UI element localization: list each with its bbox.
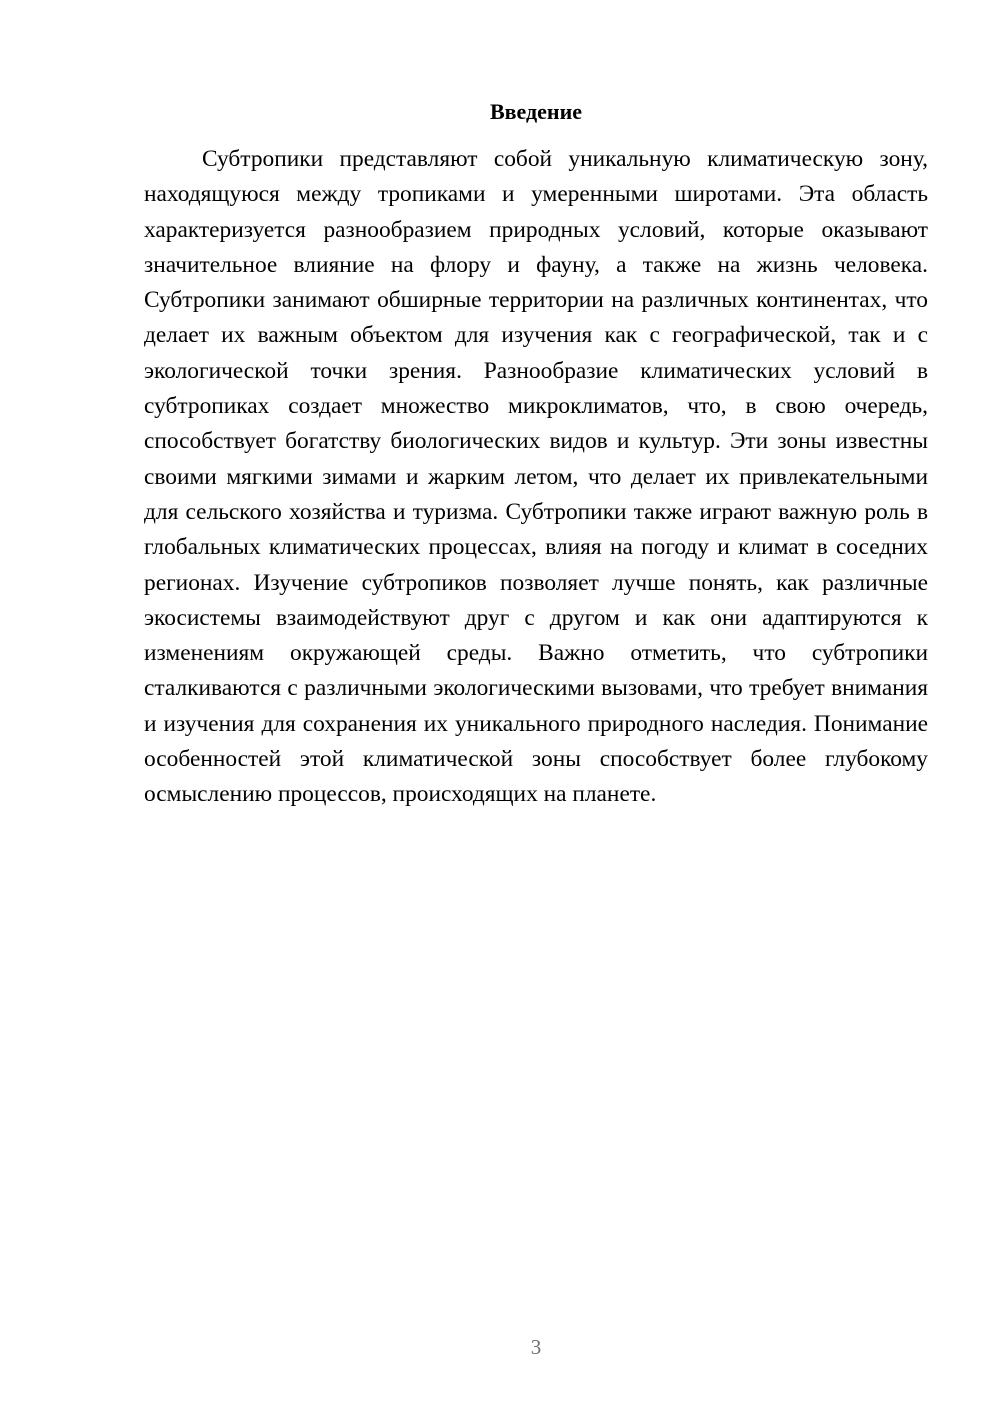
body-paragraph: Субтропики представляют собой уникальную климатическую зону, находящуюся между тропиками и умеренными широтами. Эта область характеризуется разнообразием природных условий, которые оказывают значительное влияние на флору и фауну, а также на жизнь человека. Субтропики занимают обширные территории на различных континентах, что делает их важным объектом для изучения как с географической, так и с экологической точки зрения. Разнообразие климатических условий в субтропиках создает множество микроклиматов, что, в свою очередь, способствует богатству биологических видов и культур. Эти зоны известны своими мягкими зимами и жарким летом, что делает их привлекательными для сельского хозяйства и туризма. Субтропики также играют важную роль в глобальных климатических процессах, влияя на погоду и климат в соседних регионах. Изучение субтропиков позволяет лучше понять, как различные экосистемы взаимодействуют друг с другом и как они адаптируются к изменениям окружающей среды. Важно отметить, что субтропики сталкиваются с различными экологическими вызовами, что требует внимания и изучения для сохранения их уникального природного наследия. Понимание особенностей этой климатической зоны способствует более глубокому осмыслению процессов, происходящих на планете.	[144, 146, 928, 808]
section-heading: Введение	[489, 99, 583, 124]
page-number: 3	[530, 1335, 542, 1359]
